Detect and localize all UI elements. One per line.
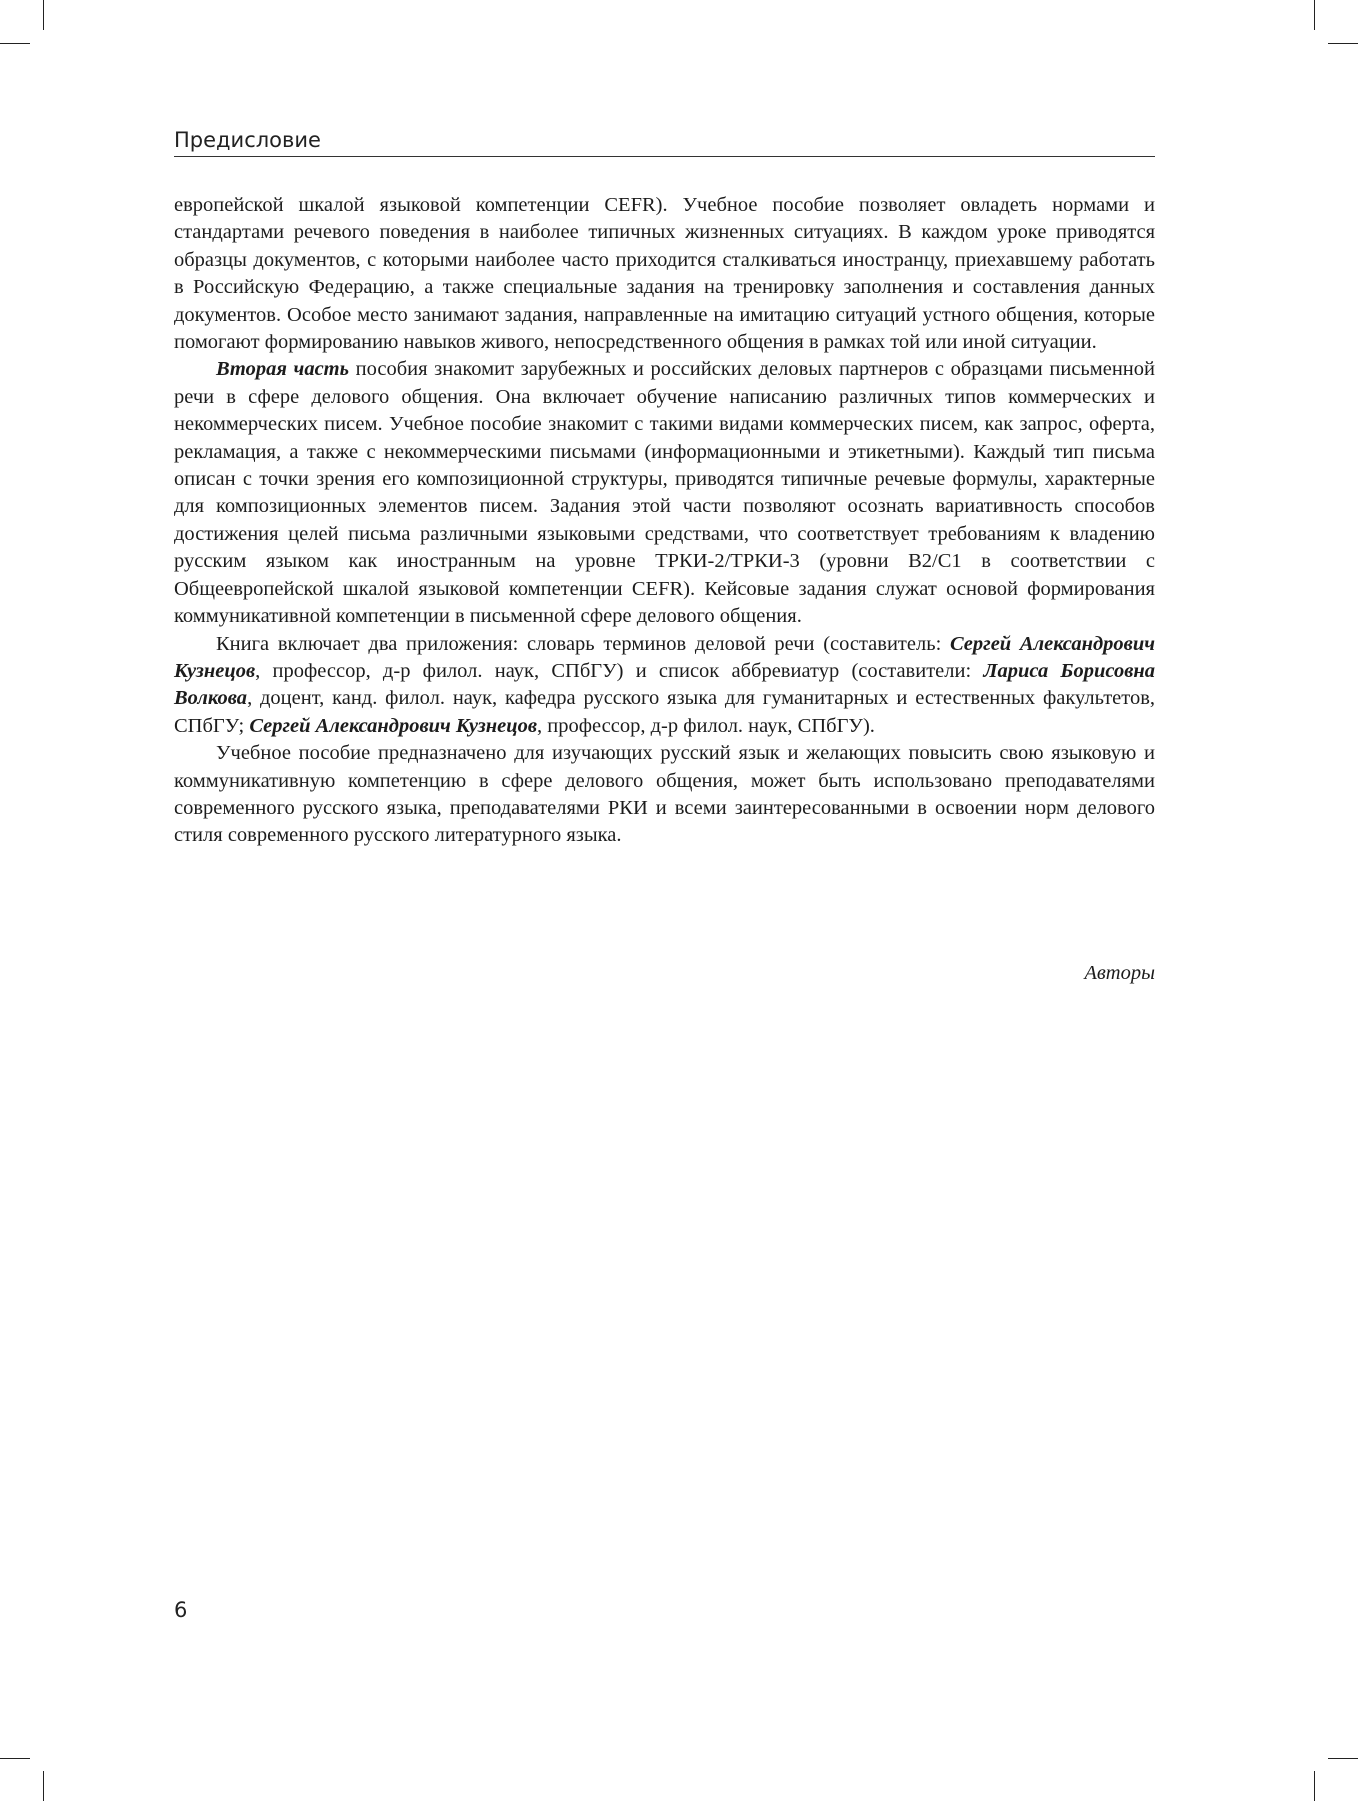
crop-mark xyxy=(1328,43,1358,44)
page-number: 6 xyxy=(174,1598,188,1622)
signature: Авторы xyxy=(1084,962,1155,984)
body-text xyxy=(174,192,1155,850)
paragraph-4: Учебное пособие предназначено для изучающих русский язык и желающих повысить свою языковую и коммуникативную компетенцию в сфере делового общения, может быть использовано преподавателями современного русского языка, преподавателями РКИ и всеми заинтересованными в освоении норм делового стиля современного русского литературного языка. xyxy=(174,742,1155,847)
paragraph-1: европейской шкалой языковой компетенции CEFR). Учебное пособие позволяет овладеть нормами и стандартами речевого поведения в наиболее типичных жизненных ситуациях. В каждом уроке приводятся образцы документов, с которыми наиболее часто приходится сталкиваться иностранцу, приехавшему работать в Российскую Федерацию, а также специальные задания на тренировку заполнения и составления данных документов. Особое место занимают задания, направленные на имитацию ситуаций устного общения, которые помогают формированию навыков живого, непосредственного общения в рамках той или иной ситуации. xyxy=(174,194,1155,354)
paragraph-2: Вторая часть пособия знакомит зарубежных и российских деловых партнеров с образцами письменной речи в сфере делового общения. Она включает обучение написанию различных типов коммерческих и некоммерческих писем. Учебное пособие знакомит с такими видами коммерческих писем, как запрос, оферта, рекламация, а также с некоммерческими письмами (информационными и этикетными). Каждый тип письма описан с точки зрения его композиционной структуры, приводятся типичные речевые формулы, характерные для композиционных элементов писем. Задания этой части позволяют осознать вариативность способов достижения целей письма различными языковыми средствами, что соответствует требованиям к владению русским языком как иностранным на уровне ТРКИ-2/ТРКИ-3 (уровни B2/C1 в соответствии с Общеевропейской шкалой языковой компетенции CEFR). Кейсовые задания служат основой формирования коммуникативной компетенции в письменной сфере делового общения. xyxy=(174,358,1155,628)
emphasis-second-part: Вторая часть xyxy=(216,358,349,381)
crop-mark xyxy=(0,43,30,44)
running-head: Предисловие xyxy=(174,128,321,152)
author-name: Сергей Александрович Кузнецов xyxy=(249,714,538,737)
author-name: Сергей Александрович Кузнецов xyxy=(174,632,1155,682)
crop-mark xyxy=(1328,1758,1358,1759)
crop-mark xyxy=(43,0,44,30)
author-name: Лариса Борисовна Волкова xyxy=(174,659,1155,710)
crop-mark xyxy=(1314,0,1315,30)
crop-mark xyxy=(43,1771,44,1801)
header-rule xyxy=(174,156,1155,157)
crop-mark xyxy=(0,1758,30,1759)
crop-mark xyxy=(1314,1771,1315,1801)
paragraph-3: Книга включает два приложения: словарь терминов деловой речи (составитель: Сергей Александрович Кузнецов, профессор, д-р филол. наук, СПбГУ) и список аббревиатур (составители: Лариса Борисовна Волкова, доцент, канд. филол. наук, кафедра русского языка для гуманитарных и естественных факультетов, СПбГУ; Сергей Александрович Кузнецов, профессор, д-р филол. наук, СПбГУ). xyxy=(174,632,1155,737)
